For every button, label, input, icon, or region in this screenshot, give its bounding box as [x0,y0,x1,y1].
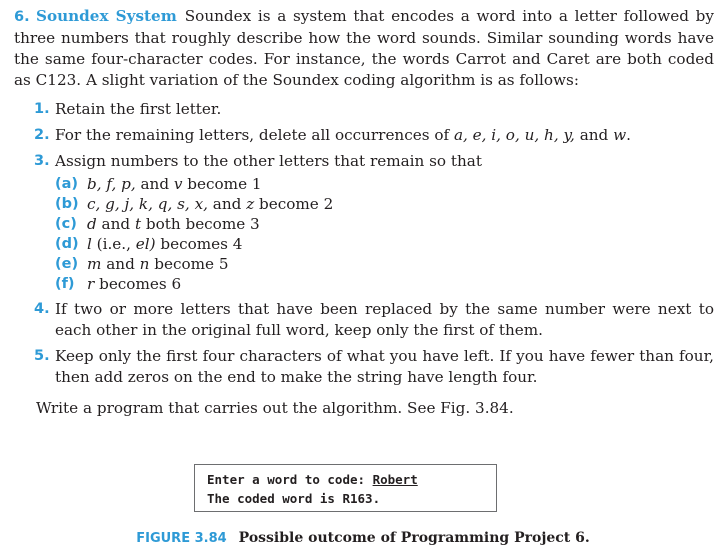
substep-f [55,274,714,294]
step-1 [14,99,714,120]
substep-b [55,194,714,214]
step-text: Keep only the first four characters of what you have left. If you have fewer than four, then add zeros on the end to make the string have length four. [55,347,714,386]
substep-label: (d) [55,236,79,252]
substep-text: become 1 [182,175,262,193]
problem-number: 6. [14,9,30,25]
substep-text: and [207,195,247,213]
substep-letters: c, g, j, k, q, s, x, [87,195,208,213]
substep-text: becomes 6 [94,275,182,293]
step-5 [14,346,714,388]
substep-letters: m [87,255,102,273]
substeps-list [55,174,714,294]
step-number: 4. [34,301,50,317]
substep-label: (b) [55,196,79,212]
problem-intro-text: Soundex is a system that encodes a word into a letter followed by three numbers that roughly describe how the word sounds. Similar sounding words have the same four-character codes. For instance, the words Carrot and Caret are both coded as C123. A slight variation of the Soundex coding algorithm is as follows: [14,7,714,89]
substep-text: and [96,215,135,233]
figure-caption-text: Possible outcome of Programming Project 6. [238,530,590,546]
step-4 [14,299,714,341]
step-number: 5. [34,348,50,364]
console-line-prompt [207,470,496,489]
algorithm-steps [14,99,714,388]
substep-label: (f) [55,276,75,292]
substep-letters: r [87,275,95,293]
substep-text: and [101,255,140,273]
substep-letters: t [134,215,142,233]
closing-paragraph: Write a program that carries out the algorithm. See Fig. 3.84. [36,399,514,417]
substep-letters: b, f, p, [87,175,136,193]
step-text: For the remaining letters, delete all occurrences of [55,126,454,144]
step-number: 3. [34,153,50,169]
step-letters: w [613,126,627,144]
substep-text: both become 3 [141,215,260,233]
substep-letters: l [87,235,92,253]
substep-c [55,214,714,234]
step-text: and [574,126,614,144]
substep-text: (i.e., [91,235,136,253]
substep-label: (c) [55,216,77,232]
step-text: Retain the first letter. [55,100,222,118]
figure-label: FIGURE 3.84 [136,531,227,546]
substep-d [55,234,714,254]
programming-project [14,6,714,419]
step-text: If two or more letters that have been replaced by the same number were next to each other in the original full word, keep only the first of them. [55,300,714,339]
figure-caption [0,530,726,546]
substep-letters: v [173,175,183,193]
substep-letters: el) [135,235,156,253]
console-prompt: Enter a word to code: [207,472,373,487]
substep-text: become 2 [254,195,334,213]
step-number: 2. [34,127,50,143]
step-number: 1. [34,101,50,117]
console-line-output: The coded word is R163. [207,491,381,506]
step-2 [14,125,714,146]
console-user-input: Robert [372,472,418,487]
substep-label: (a) [55,176,79,192]
step-text: Assign numbers to the other letters that remain so that [55,152,482,170]
problem-title: Soundex System [36,7,177,25]
step-3 [14,151,714,294]
substep-letters: z [246,195,255,213]
problem-intro-paragraph [14,6,714,91]
substep-text: and [135,175,174,193]
substep-letters: n [139,255,150,273]
substep-a [55,174,714,194]
console-output-box [194,464,497,512]
step-letters: a, e, i, o, u, h, y, [453,126,575,144]
substep-text: become 5 [149,255,229,273]
step-text: . [626,126,631,144]
substep-e [55,254,714,274]
substep-text: becomes 4 [155,235,243,253]
substep-label: (e) [55,256,79,272]
substep-letters: d [87,215,97,233]
